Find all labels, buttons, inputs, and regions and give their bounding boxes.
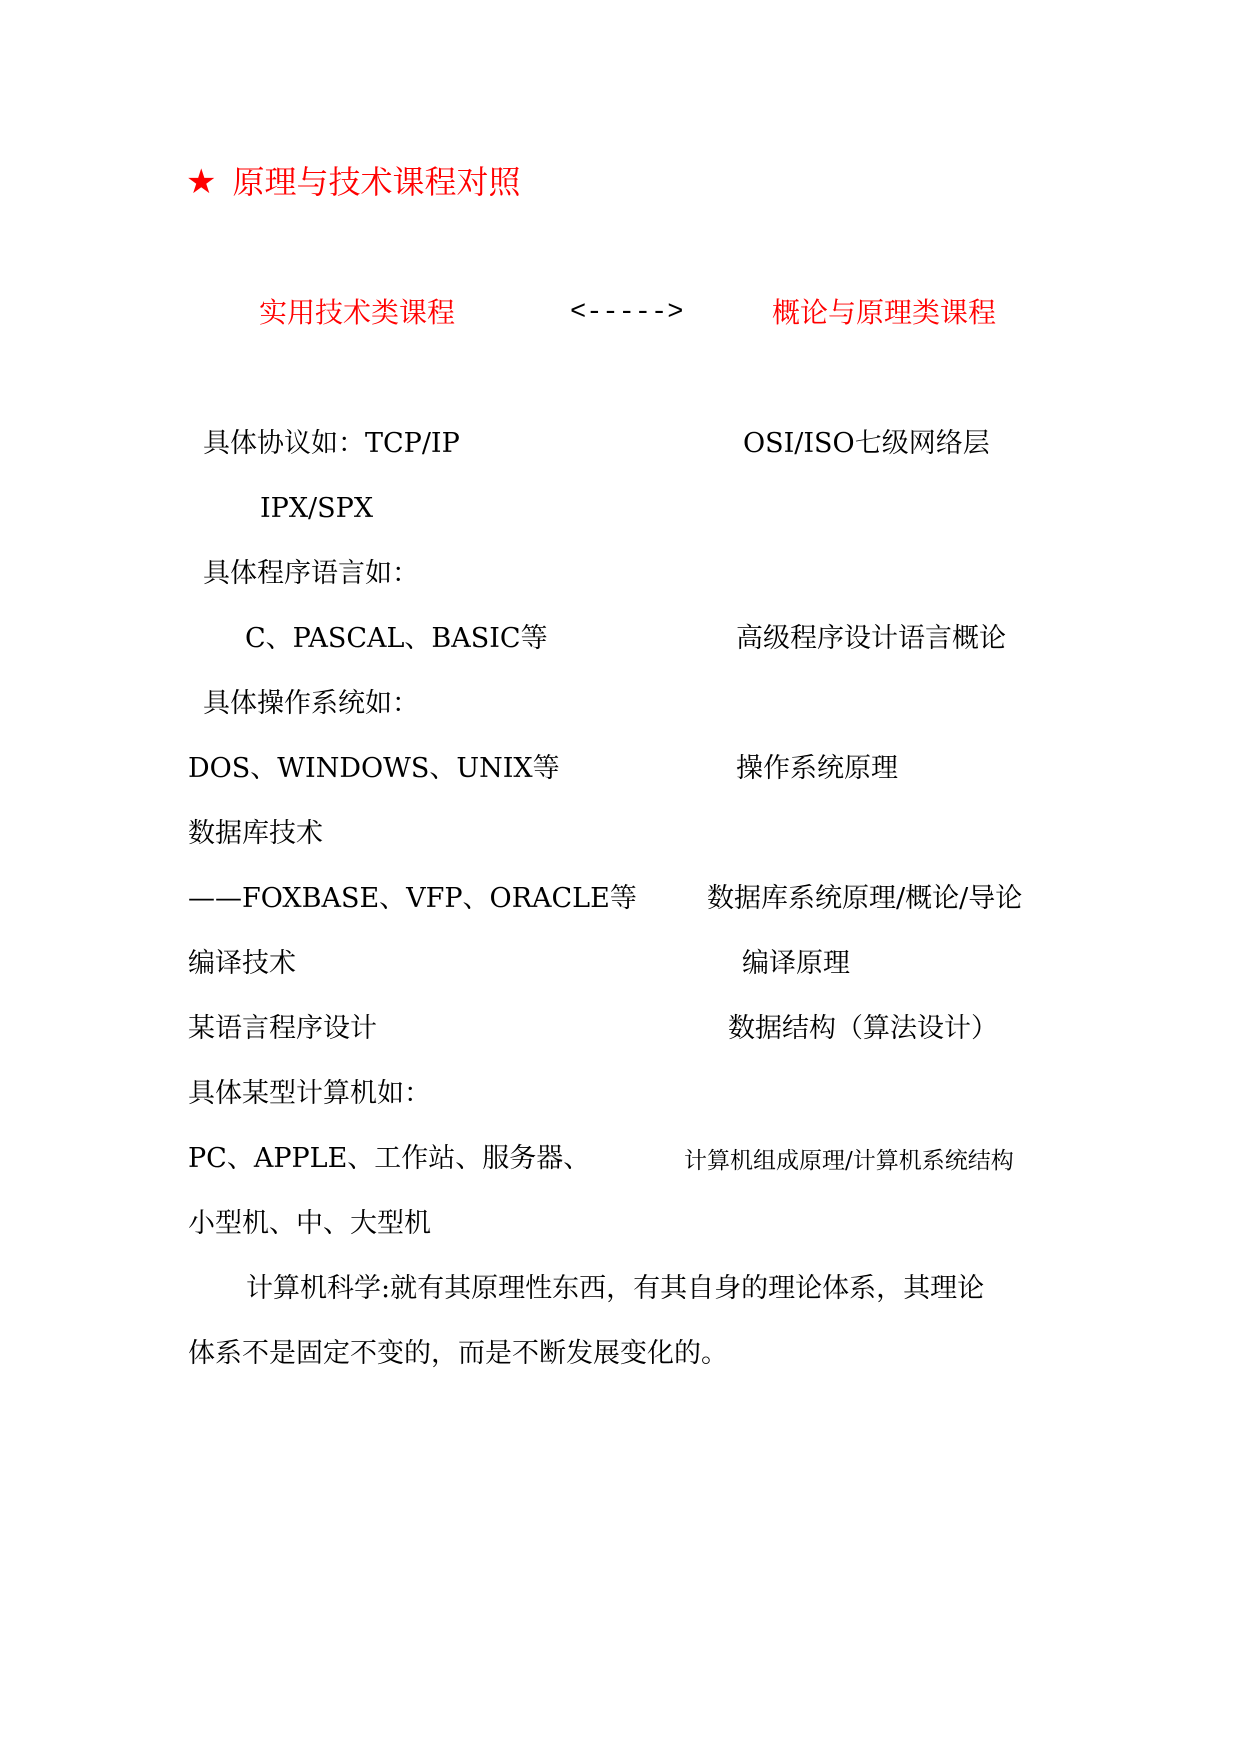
page-title <box>186 162 521 202</box>
hw-left: 具体某型计算机如： <box>188 1078 431 1109</box>
lang-left-2: C、PASCAL、BASIC等 <box>245 623 548 654</box>
protocol-left-2: IPX/SPX <box>260 493 374 524</box>
lang-right: 高级程序设计语言概论 <box>736 623 1006 654</box>
hw-left-3: 小型机、中、大型机 <box>188 1208 431 1239</box>
protocol-right: OSI/ISO七级网络层 <box>743 428 990 459</box>
page-title-text: 原理与技术课程对照 <box>232 163 521 201</box>
os-left-2: DOS、WINDOWS、UNIX等 <box>188 753 560 784</box>
prog-right: 数据结构（算法设计） <box>728 1013 998 1044</box>
prog-left: 某语言程序设计 <box>188 1013 377 1044</box>
protocol-left: 具体协议如：TCP/IP <box>203 428 460 459</box>
compile-left: 编译技术 <box>188 948 296 979</box>
star-icon: ★ <box>186 162 217 202</box>
paragraph-line-1: 计算机科学:就有其原理性东西，有其自身的理论体系，其理论 <box>246 1273 985 1304</box>
header-left: 实用技术类课程 <box>259 296 456 329</box>
db-left-2: ——FOXBASE、VFP、ORACLE等 <box>188 883 637 914</box>
hw-right: 计算机组成原理/计算机系统结构 <box>684 1148 1014 1174</box>
hw-left-2: PC、APPLE、工作站、服务器、 <box>188 1143 591 1174</box>
os-left: 具体操作系统如： <box>203 688 419 719</box>
os-right: 操作系统原理 <box>736 753 898 784</box>
db-right: 数据库系统原理/概论/导论 <box>707 883 1023 914</box>
db-left: 数据库技术 <box>188 818 323 849</box>
paragraph-line-2: 体系不是固定不变的，而是不断发展变化的。 <box>188 1338 728 1369</box>
compile-right: 编译原理 <box>742 948 850 979</box>
header-arrow: <-----> <box>570 298 684 328</box>
header-right: 概论与原理类课程 <box>772 296 997 329</box>
lang-left: 具体程序语言如： <box>203 558 419 589</box>
